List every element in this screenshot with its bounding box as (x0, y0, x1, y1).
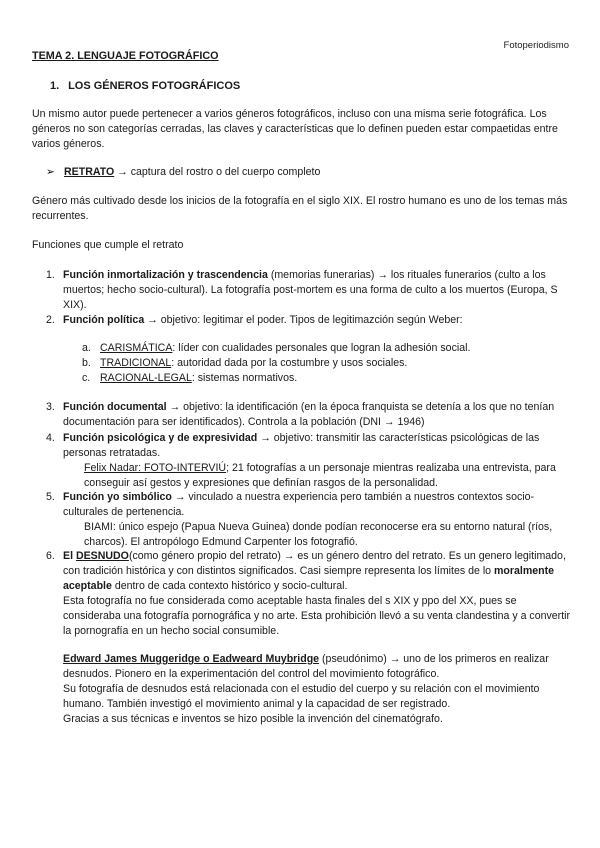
sub-letter: b. (82, 357, 91, 369)
item-text-2: dentro de cada contexto histórico y socio-cultural. (111, 580, 348, 592)
item-text: → objetivo: legitimar el poder. Tipos de legitimazción según Weber: (144, 314, 463, 326)
list-item-3 (46, 400, 572, 430)
section-heading (50, 79, 240, 94)
desnudo-extra-text: Esta fotografía no fue considerada como aceptable hasta finales del s XIX y ppo del XX, pues se consideraba una fotografía pornográfica y no arte. Esta prohibición llevó a su venta clandestina y a convertir la pornografía en un hecho social consumible. (63, 595, 571, 637)
item-number: 2. (46, 314, 55, 326)
section-heading-text: LOS GÉNEROS FOTOGRÁFICOS (68, 80, 241, 92)
item-bold: Función documental (63, 401, 167, 413)
retrato-description: → captura del rostro o del cuerpo completo (114, 166, 321, 178)
list-item-6 (46, 549, 572, 639)
sub-text: : autoridad dada por la costumbre y usos sociales. (171, 357, 408, 369)
sub-text: : líder con cualidades personales que logran la adhesión social. (172, 342, 471, 354)
moralmente-aceptable: moralmente aceptable (63, 565, 555, 592)
nadar-term: Felix Nadar: FOTO-INTERVIÚ (84, 462, 227, 474)
item-number: 3. (46, 401, 55, 413)
retrato-label: RETRATO (64, 166, 115, 178)
list-item-5 (46, 490, 572, 550)
item-number: 4. (46, 432, 55, 444)
list-item-4 (46, 431, 572, 491)
arrowhead-bullet-icon: ➢ (46, 166, 55, 178)
header-subject: Fotoperiodismo (503, 40, 569, 51)
item-text: → objetivo: la identificación (en la época franquista se detenía a los que no tenían documentación para ser identificados). Controla a la población (DNI → 1946) (63, 401, 555, 428)
sub-term: RACIONAL-LEGAL (100, 372, 192, 384)
document-title: TEMA 2. LENGUAJE FOTOGRÁFICO (32, 50, 219, 62)
muybridge-name: Edward James Muggeridge o Eadweard Muybridge (63, 653, 320, 665)
item-bold: Función yo simbólico (63, 491, 172, 503)
intro-paragraph: Un mismo autor puede pertenecer a varios géneros fotográficos, incluso con una misma serie fotográfica. Los géneros no son categorías cerradas, las claves y características que lo definen pueden estar compaetidas entre varios géneros. (32, 108, 558, 150)
nadar-text: ; 21 fotografías a un personaje mientras realizaba una entrevista, para conseguir así gestos y expresiones que definían rasgos de la personalidad. (84, 462, 556, 489)
item-text: (memorias funerarias) → los rituales funerarios (culto a los muertos; hecho socio-cultural). La fotografía post-mortem es una forma de culto a los muertos (Europa, S XIX). (63, 269, 558, 311)
sub-letter: a. (82, 342, 91, 354)
desnudo-extra (46, 594, 572, 639)
nadar-note (46, 461, 572, 491)
sub-term: CARISMÁTICA (100, 342, 173, 354)
list-item-2 (46, 313, 572, 328)
item-bold: Función política (63, 314, 145, 326)
item-bold: Función inmortalización y trascendencia (63, 269, 268, 281)
biami-note: BIAMI: único espejo (Papua Nueva Guinea) donde podían reconocerse era su entorno natural (ríos, charcos). El antropólogo Edmund Carpenter los fotografió. (84, 521, 553, 548)
muybridge-p2: Su fotografía de desnudos está relacionada con el estudio del cuerpo y su relación con el movimiento humano. También investigó el movimiento animal y la capacidad de ser registrado. (63, 683, 540, 710)
muybridge-paragraph (63, 652, 573, 727)
list-item-1 (46, 268, 572, 313)
item-number: 1. (46, 269, 55, 281)
sub-term: TRADICIONAL (100, 357, 172, 369)
item-number: 5. (46, 491, 55, 503)
muybridge-p3: Gracias a sus técnicas e inventos se hizo posible la invención del cinematógrafo. (63, 713, 443, 725)
section-number: 1. (50, 80, 60, 92)
item-text: (como género propio del retrato) → es un género dentro del retrato. Es un genero legitimado, con tradición histórica y con distintos significados. Casi siempre representa los límites de lo (63, 550, 566, 577)
weber-types-list (82, 341, 562, 386)
item-text: → vinculado a nuestra experiencia pero también a nuestros contextos socio-culturales de pertenencia. (63, 491, 535, 518)
weber-item-a (82, 341, 562, 356)
weber-item-c (82, 371, 562, 386)
desnudo-term: DESNUDO (75, 550, 129, 562)
item-text: → objetivo: transmitir las características psicológicas de las personas retratadas. (63, 432, 540, 459)
genero-paragraph: Género más cultivado desde los inicios de la fotografía en el siglo XIX. El rostro humano es uno de los temas más recurrentes. (32, 195, 568, 222)
sub-text: : sistemas normativos. (191, 372, 298, 384)
retrato-line (46, 165, 320, 180)
item-number: 6. (46, 550, 55, 562)
funciones-label: Funciones que cumple el retrato (32, 239, 184, 251)
muybridge-text: (pseudónimo) → uno de los primeros en realizar desnudos. Pionero en la experimentación del control del movimiento fotográfico. (63, 653, 549, 680)
item-bold: Función psicológica y de expresividad (63, 432, 258, 444)
item-bold: El (63, 550, 76, 562)
sub-letter: c. (82, 372, 91, 384)
weber-item-b (82, 356, 562, 371)
